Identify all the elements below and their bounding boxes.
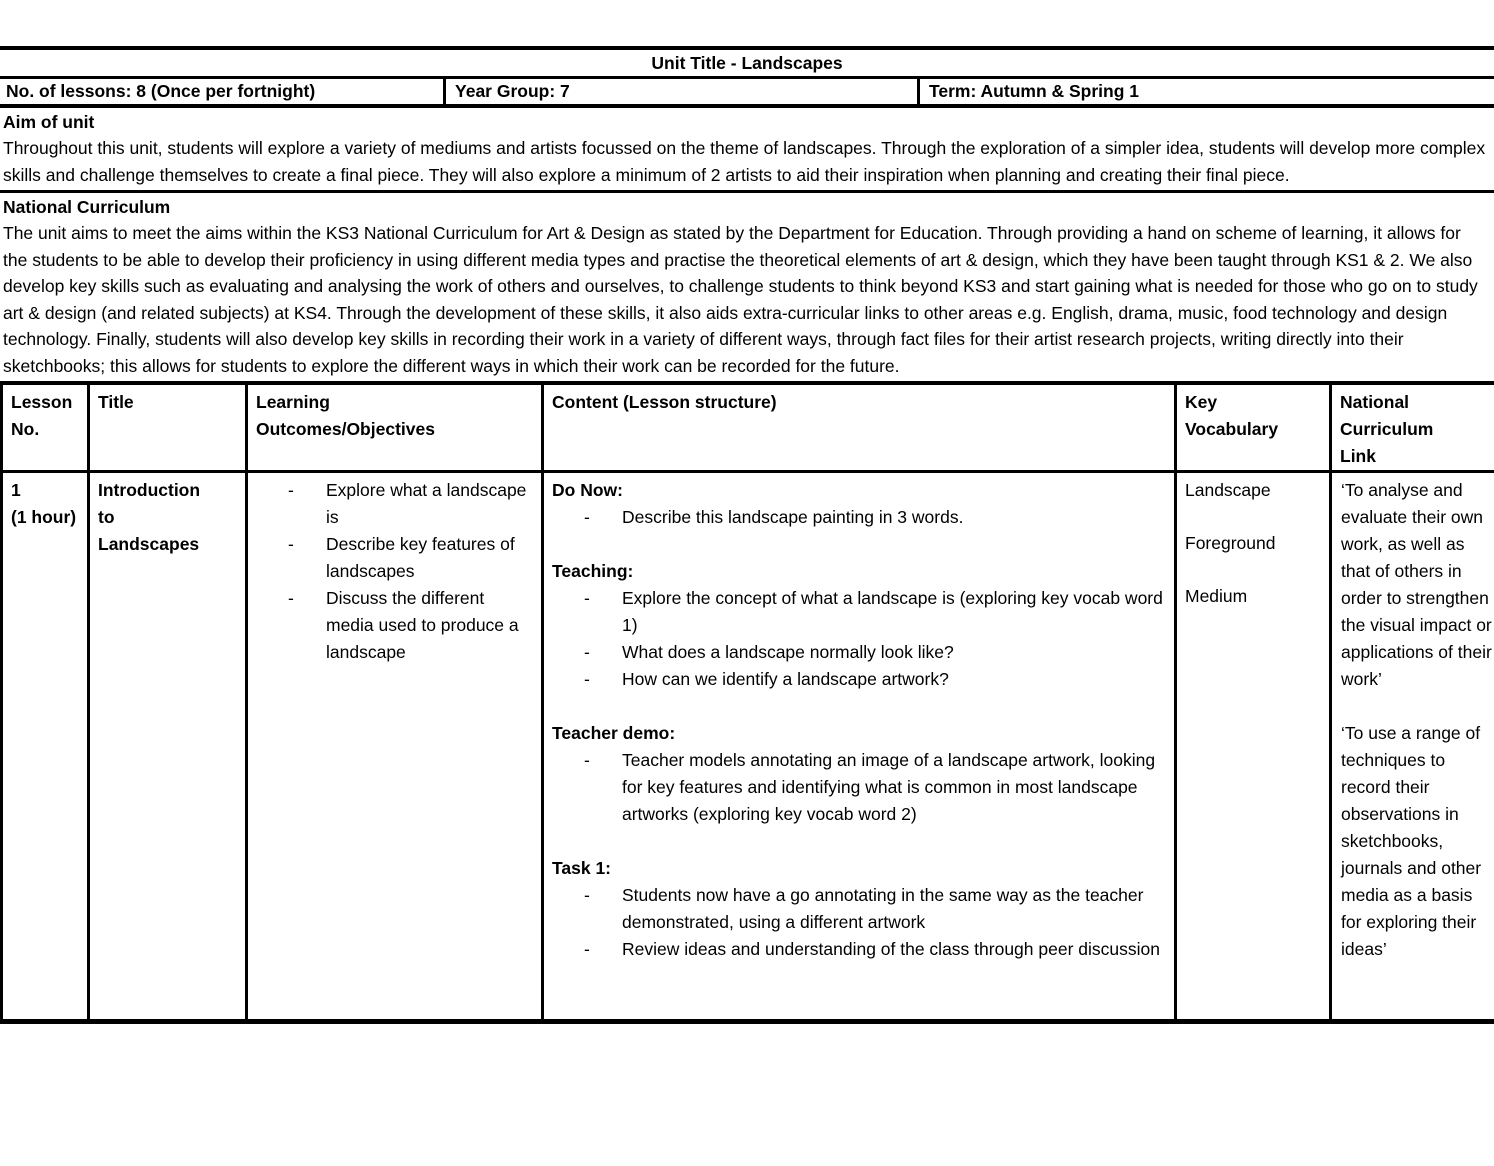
lesson-title-cell: Introduction to Landscapes <box>87 473 245 1019</box>
content-section-heading: Do Now: <box>552 480 623 500</box>
term: Term: Autumn & Spring 1 <box>917 79 1494 104</box>
vocab-item: Landscape <box>1185 480 1271 500</box>
unit-info-row <box>0 79 1494 108</box>
nc-link-quote: ‘To analyse and evaluate their own work, as well as that of others in order to strengthen the visual impact or applications of their work’ <box>1341 480 1492 689</box>
lessons-count: No. of lessons: 8 (Once per fortnight) <box>6 81 316 101</box>
content-section-do-now <box>552 477 1168 531</box>
content-bullet: - Describe this landscape painting in 3 words. <box>552 504 1168 531</box>
national-curriculum-section <box>0 193 1494 381</box>
lesson-plan-document <box>0 46 1494 1024</box>
national-curriculum-heading: National Curriculum <box>3 197 171 217</box>
unit-title: Unit Title - Landscapes <box>0 46 1494 79</box>
learning-outcomes-cell <box>245 473 541 1019</box>
content-bullet: - Review ideas and understanding of the class through peer discussion <box>552 936 1168 963</box>
national-curriculum-text: The unit aims to meet the aims within the KS3 National Curriculum for Art & Design as stated by the Department for Education. Through providing a hand on scheme of learning, it allows for the students to be able to develop their proficiency in using different media types and practise the theoretical elements of art & design, which they have been taught through KS1 & 2. We also develop key skills such as evaluating and analysing the work of others and ourselves, to challenge students to think beyond KS3 and start gaining what is needed for those who go on to study art & design (and related subjects) at KS4. Through the development of these skills, it also aids extra-curricular links to other areas e.g. English, drama, music, food technology and design technology. Finally, students will also develop key skills in recording their work in a variety of different ways, through fact files for their artist research projects, writing directly into their sketchbooks; this allows for students to explore the different ways in which their work can be recorded for the future. <box>3 223 1478 376</box>
table-row <box>0 473 1494 1024</box>
header-title: Title <box>87 385 245 470</box>
content-bullet: - How can we identify a landscape artwork? <box>552 666 1168 693</box>
content-section-heading: Task 1: <box>552 858 612 878</box>
content-section-task-1 <box>552 855 1168 963</box>
content-bullet: - Students now have a go annotating in the same way as the teacher demonstrated, using a different artwork <box>552 882 1168 936</box>
nc-link-quote: ‘To use a range of techniques to record their observations in sketchbooks, journals and other media as a basis for exploring their ideas’ <box>1341 723 1482 959</box>
aim-heading: Aim of unit <box>3 112 95 132</box>
content-section-heading: Teacher demo: <box>552 723 676 743</box>
header-nc-link: National Curriculum Link <box>1329 385 1494 470</box>
content-section-heading: Teaching: <box>552 561 634 581</box>
content-bullet: - What does a landscape normally look like? <box>552 639 1168 666</box>
lesson-table-header-row <box>0 385 1494 473</box>
header-lesson-no: Lesson No. <box>0 385 87 470</box>
content-section-teaching <box>552 558 1168 693</box>
content-section-teacher-demo <box>552 720 1168 828</box>
lesson-number-cell <box>0 473 87 1019</box>
aim-text: Throughout this unit, students will explore a variety of mediums and artists focussed on the theme of landscapes. Through the exploration of a simpler idea, students will develop more complex skills and challenge themselves to create a final piece. They will also explore a minimum of 2 artists to aid their inspiration when planning and creating their final piece. <box>3 138 1486 185</box>
vocab-item: Foreground <box>1185 533 1276 553</box>
outcome-item: - Explore what a landscape is <box>256 477 535 531</box>
vocab-item: Medium <box>1185 586 1248 606</box>
lesson-content-cell <box>541 473 1174 1019</box>
key-vocabulary-cell <box>1174 473 1329 1019</box>
nc-link-cell <box>1329 473 1494 1019</box>
aim-section <box>0 108 1494 193</box>
header-key-vocabulary: Key Vocabulary <box>1174 385 1329 470</box>
lesson-number: 1 <box>11 480 21 500</box>
content-bullet: - Explore the concept of what a landscape is (exploring key vocab word 1) <box>552 585 1168 639</box>
outcome-item: - Describe key features of landscapes <box>256 531 535 585</box>
header-content: Content (Lesson structure) <box>541 385 1174 470</box>
content-bullet: - Teacher models annotating an image of a landscape artwork, looking for key features and identifying what is common in most landscape artworks (exploring key vocab word 2) <box>552 747 1168 828</box>
outcome-item: - Discuss the different media used to produce a landscape <box>256 585 535 666</box>
lesson-table <box>0 381 1494 1024</box>
header-learning-outcomes: Learning Outcomes/Objectives <box>245 385 541 470</box>
lesson-duration: (1 hour) <box>11 507 77 527</box>
year-group: Year Group: 7 <box>443 79 917 104</box>
